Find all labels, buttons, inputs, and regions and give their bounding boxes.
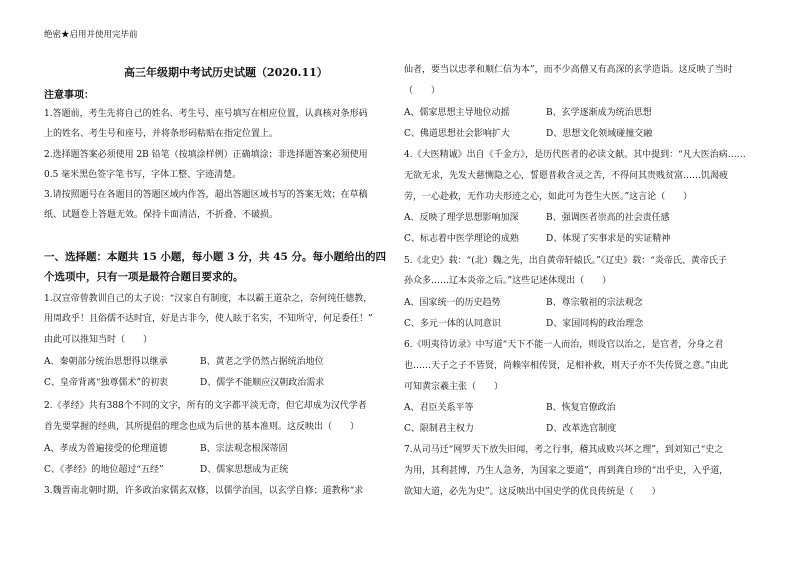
q5-option-d: D、家国同构的政治理念 [546, 319, 644, 329]
question-5-line: 孙众多……辽本炎帝之后。”这些记述体现出（ ） [404, 276, 612, 286]
question-3-line: 3.魏晋南北朝时期，许多政治家儒玄双修，以儒学治国，以玄学自修；道教称“求 [44, 486, 364, 496]
q4-option-b: B、强调医者崇高的社会责任感 [546, 213, 670, 223]
question-7-line: 为用，其利甚博，乃生人急务，为国家之要道”，再到龚自珍的“出乎史，入乎道， [404, 466, 729, 476]
question-6-line: 可知黄宗羲主张（ ） [404, 382, 504, 392]
question-4-line: 无欲无求，先发大慈恻隐之心，誓愿普救含灵之苦，不得问其贵贱贫富……饥渴疲 [404, 171, 729, 181]
q4-option-d: D、体现了实事求是的实证精神 [546, 234, 671, 244]
notice-line: 1.答题前，考生先将自己的姓名、考生号、座号填写在相应位置，认真核对条形码 [44, 109, 368, 119]
q2-option-c: C、《孝经》的地位超过“五经” [44, 465, 164, 475]
question-7-line: 欲知大道，必先为史”。这反映出中国史学的优良传统是（ ） [404, 487, 661, 497]
q5-option-c: C、多元一体的认同意识 [404, 319, 501, 329]
question-6-line: 6.《明夷待访录》中写道“天下不能一人而治，则设官以治之，是官者，分身之君 [404, 340, 724, 350]
question-1-line: 由此可以推知当时（ ） [44, 335, 153, 345]
q6-option-a: A、君臣关系平等 [404, 403, 474, 413]
q1-option-a: A、秦朝部分统治思想得以继承 [44, 357, 168, 367]
q5-option-a: A、国家统一的历史趋势 [404, 298, 501, 308]
q2-option-d: D、儒家思想成为正统 [200, 465, 289, 475]
q3-option-c: C、佛道思想社会影响扩大 [404, 129, 510, 139]
q1-option-c: C、皇帝背离“独尊儒术”的初衷 [44, 378, 169, 388]
question-3-line: （ ） [404, 86, 441, 96]
q5-option-b: B、尊宗敬祖的宗法观念 [546, 298, 643, 308]
question-5-line: 5.《北史》载：“(北）魏之先，出自黄帝轩辕氏。”《辽史》载：“炎帝氏、黄帝氏子 [404, 256, 727, 266]
notice-line: 纸、试题卷上答题无效。保持卡面清洁，不折叠、不破损。 [44, 210, 279, 220]
q4-option-c: C、标志着中医学理论的成熟 [404, 234, 519, 244]
q6-option-d: D、改革选官制度 [546, 424, 617, 434]
question-7-line: 7.从司马迁“网罗天下放失旧闻，考之行事，稽其成败兴坏之理”，到刘知己“史之 [404, 445, 724, 455]
q2-option-b: B、宗法观念根深蒂固 [200, 444, 288, 454]
notice-line: 0.5 毫米黑色签字笔书写，字体工整、字迹清楚。 [44, 170, 242, 180]
exam-title: 高三年级期中考试历史试题（2020.11） [124, 66, 328, 79]
question-3-line: 仙者，要当以忠孝和顺仁信为本”，而不少高僧又有高深的玄学造诣。这反映了当时 [404, 65, 733, 75]
question-6-line: 也……天子之子不皆贤，尚赖宰相传贤，足相补救，则天子亦不失传贤之意。”由此 [404, 361, 729, 371]
question-2-line: 首先要掌握的经典，其所提倡的理念也成为后世的基本准则。这反映出（ ） [44, 422, 360, 432]
q3-option-b: B、玄学逐渐成为统治思想 [546, 108, 652, 118]
header-note: 绝密★启用并使用完毕前 [44, 30, 138, 40]
question-4-line: 4.《大医精诚》出自《千金方》，是历代医者的必读文献。其中提到：“凡大医治病…… [404, 150, 746, 160]
notice-heading: 注意事项： [44, 90, 94, 101]
q4-option-a: A、反映了理学思想影响加深 [404, 213, 519, 223]
q3-option-d: D、思想文化领域碰撞交融 [546, 129, 653, 139]
q6-option-b: B、恢复官僚政治 [546, 403, 616, 413]
q3-option-a: A、儒家思想主导地位动摇 [404, 108, 510, 118]
notice-line: 2.选择题答案必须使用 2B 铅笔（按填涂样例）正确填涂；非选择题答案必须使用 [44, 150, 368, 160]
section-heading: 个选项中，只有一项是最符合题目要求的。 [44, 271, 244, 283]
notice-line: 上的姓名、考生号和座号，并将条形码粘贴在指定位置上。 [44, 129, 279, 139]
question-1-line: 1.汉宣帝曾教训自己的太子说：“汉家自有制度，本以霸王道杂之，奈何纯任德教， [44, 294, 373, 304]
q6-option-c: C、限制君主权力 [404, 424, 474, 434]
notice-line: 3.请按照题号在各题目的答题区域内作答，超出答题区域书写的答案无效；在草稿 [44, 190, 368, 200]
question-4-line: 劳，一心赴救，无作功夫形迹之心，如此可为苍生大医。”这言论（ ） [404, 192, 693, 202]
q1-option-b: B、黄老之学仍然占据统治地位 [200, 357, 324, 367]
q1-option-d: D、儒学不能顺应汉朝政治需求 [200, 378, 325, 388]
q2-option-a: A、孝成为普遍接受的伦理道德 [44, 444, 168, 454]
question-1-line: 用周政乎！且俗儒不达时宜，好是古非今，使人眩于名实，不知所守，何足委任！” [44, 314, 373, 324]
question-2-line: 2.《孝经》共有388个不同的文字，所有的文字都平淡无奇，但它却成为汉代学者 [44, 401, 367, 411]
section-heading: 一、选择题：本题共 15 小题，每小题 3 分，共 45 分。每小题给出的四 [44, 251, 386, 263]
